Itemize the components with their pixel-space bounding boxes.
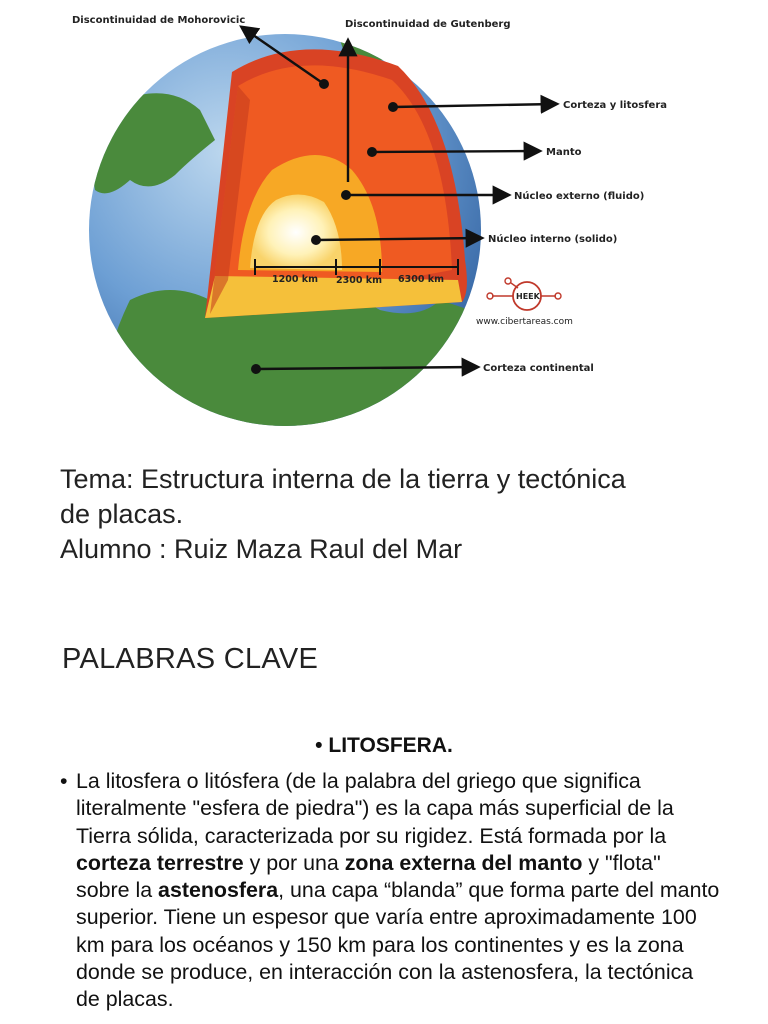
paragraph-text [76, 768, 720, 1014]
paragraph-bullet: • [60, 769, 68, 793]
label-manto: Manto [546, 147, 582, 158]
label-corteza-litosfera: Corteza y litosfera [563, 100, 668, 111]
definition-paragraph [60, 768, 720, 1014]
heek-logo [487, 278, 561, 310]
scale-label-2300: 2300 km [336, 275, 382, 286]
title-line-2: de placas. [60, 499, 184, 529]
paragraph-text-4: , una capa “blanda” que forma parte del manto superior. Tiene un espesor que varía entre aproximadamente 100 km para los océanos y 150 km para los continentes y es la zona donde se produce, en interacción con la astenosfera, la tectónica de placas. [76, 878, 720, 1012]
label-mohorovicic: Discontinuidad de Mohorovicic [72, 15, 246, 26]
section-heading: PALABRAS CLAVE [62, 643, 319, 675]
scale-label-6300: 6300 km [398, 274, 444, 285]
paragraph-bold-2: zona externa del manto [344, 850, 583, 875]
earth-structure-diagram [0, 0, 768, 460]
label-corteza-continental: Corteza continental [483, 363, 594, 374]
label-nucleo-interno: Núcleo interno (solido) [488, 234, 618, 245]
paragraph-text-2: y por una [243, 850, 345, 875]
term-label: LITOSFERA. [328, 734, 453, 757]
term-bullet: • [315, 734, 323, 757]
paragraph-bold-1: corteza terrestre [76, 850, 244, 875]
heek-logo-text: HEEK [516, 292, 540, 301]
scale-label-1200: 1200 km [272, 274, 318, 285]
student-line: Alumno : Ruiz Maza Raul del Mar [60, 534, 463, 564]
paragraph-bold-3: astenosfera [158, 878, 279, 903]
paragraph-text-3: y "flota" sobre la [76, 850, 661, 903]
paragraph-text-1: La litosfera o litósfera (de la palabra del griego que significa literalmente "esfera de piedra") es la capa más superficial de la Tierra sólida, caracterizada por su rigidez. Está formada por la [76, 769, 674, 848]
label-nucleo-externo: Núcleo externo (fluido) [514, 191, 645, 202]
label-gutenberg: Discontinuidad de Gutenberg [345, 19, 511, 30]
title-line-1: Tema: Estructura interna de la tierra y tectónica [60, 464, 626, 494]
term-heading [0, 734, 768, 758]
title-block [60, 462, 740, 567]
watermark-url: www.cibertareas.com [476, 317, 573, 327]
